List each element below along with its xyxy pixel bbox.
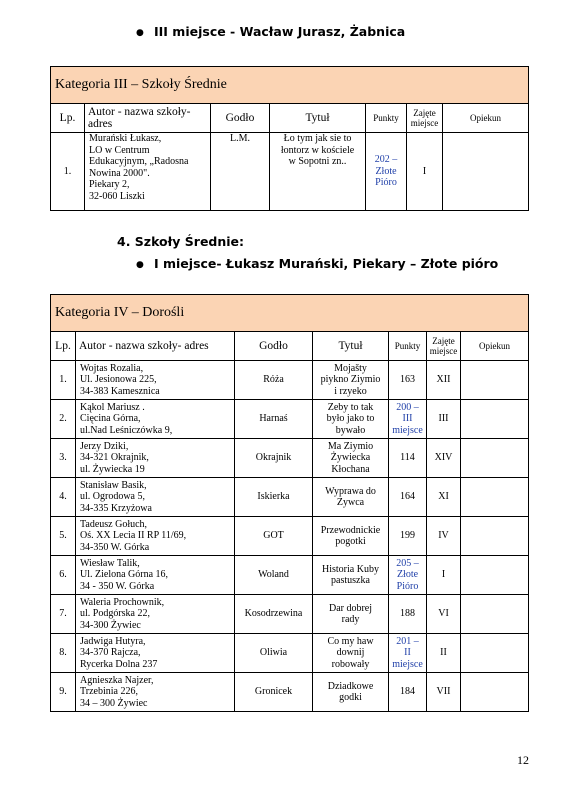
cell-tytul-line: piykno Ziymio bbox=[320, 374, 381, 386]
cell-lp: 2. bbox=[51, 400, 76, 439]
cell-tytul-line: Ło tym jak sie to bbox=[283, 133, 352, 144]
cell-godlo: Iskierka bbox=[235, 478, 313, 517]
header-punkty: Punkty bbox=[389, 332, 427, 361]
table-row bbox=[51, 400, 529, 439]
cell-tytul bbox=[313, 556, 389, 595]
cell-autor-line: Oś. XX Lecia II RP 11/69, bbox=[80, 530, 187, 542]
cell-zajete: I bbox=[407, 133, 443, 211]
top-bullet-text: III miejsce - Wacław Jurasz, Żabnica bbox=[154, 24, 406, 39]
cell-autor-line: Trzebinia 226, bbox=[80, 686, 138, 698]
cell-tytul-line: Zywca bbox=[336, 497, 365, 508]
cell-opiekun bbox=[461, 517, 529, 556]
cell-autor-line: Cięcina Górna, bbox=[80, 413, 141, 425]
cell-autor bbox=[76, 517, 235, 556]
cell-opiekun bbox=[461, 673, 529, 712]
cell-godlo: L.M. bbox=[211, 133, 270, 211]
cell-autor-line: Agnieszka Najzer, bbox=[80, 674, 154, 686]
cell-autor-line: Ul. Zielona Górna 16, bbox=[80, 569, 169, 581]
cell-lp: 8. bbox=[51, 634, 76, 673]
cell-autor-line: 32-060 Liszki bbox=[89, 190, 145, 202]
cell-tytul bbox=[313, 400, 389, 439]
cell-tytul-line: bywało bbox=[335, 424, 366, 436]
cell-opiekun bbox=[461, 556, 529, 595]
cell-tytul-line: pastuszka bbox=[331, 575, 370, 586]
cell-tytul bbox=[313, 517, 389, 556]
cell-autor-line: ul. Podgórska 22, bbox=[80, 608, 150, 620]
cell-punkty-line: 200 – bbox=[396, 401, 419, 413]
cell-opiekun bbox=[461, 478, 529, 517]
cell-lp: 3. bbox=[51, 439, 76, 478]
cell-zajete: XIV bbox=[427, 439, 461, 478]
cell-godlo: Oliwia bbox=[235, 634, 313, 673]
cell-punkty bbox=[389, 556, 427, 595]
cell-autor-line: Waleria Prochownik, bbox=[80, 596, 165, 608]
cell-lp: 1. bbox=[51, 361, 76, 400]
cell-tytul-line: i rzyeko bbox=[334, 385, 367, 397]
cell-tytul-line: Zeby to tak bbox=[327, 401, 374, 413]
header-autor: Autor - nazwa szkoły- adres bbox=[85, 104, 211, 133]
cell-autor bbox=[76, 361, 235, 400]
cell-godlo: Harnaś bbox=[235, 400, 313, 439]
bullet-icon: ● bbox=[136, 28, 144, 38]
cell-autor-line: LO w Centrum bbox=[89, 144, 150, 156]
cell-tytul-line: Dar dobrej bbox=[328, 602, 373, 614]
cell-autor-line: 34-370 Rajcza, bbox=[80, 647, 141, 659]
cell-tytul-line: Dziadkowe bbox=[327, 680, 374, 692]
cell-punkty-line: Pióro bbox=[396, 580, 419, 592]
page-number: 12 bbox=[517, 753, 529, 767]
cell-tytul bbox=[313, 478, 389, 517]
cell-autor-line: 34-321 Okrajnik, bbox=[80, 452, 149, 464]
category-4-title: Kategoria IV – Dorośli bbox=[51, 295, 529, 332]
header-zajete: Zajęte miejsce bbox=[407, 104, 443, 133]
header-opiekun: Opiekun bbox=[443, 104, 529, 133]
category-3-table bbox=[50, 66, 529, 211]
cell-punkty-line: II bbox=[404, 647, 411, 659]
cell-autor bbox=[76, 595, 235, 634]
cell-punkty-line: Pióro bbox=[375, 177, 397, 189]
cell-lp: 6. bbox=[51, 556, 76, 595]
top-bullet bbox=[136, 24, 405, 39]
cell-tytul-line: Kłochana bbox=[331, 463, 370, 475]
cell-punkty bbox=[389, 361, 427, 400]
cell-tytul bbox=[313, 634, 389, 673]
cell-autor bbox=[76, 478, 235, 517]
cell-autor bbox=[76, 439, 235, 478]
header-tytul: Tytuł bbox=[313, 332, 389, 361]
cell-lp: 9. bbox=[51, 673, 76, 712]
cell-punkty-line: 188 bbox=[400, 608, 415, 620]
cell-godlo: Róża bbox=[235, 361, 313, 400]
table-row bbox=[51, 133, 529, 211]
cell-tytul bbox=[270, 133, 366, 211]
cell-tytul-line: Żywiecka bbox=[330, 452, 371, 464]
cell-godlo: Gronicek bbox=[235, 673, 313, 712]
cell-tytul-line: godki bbox=[339, 692, 362, 703]
table-row bbox=[51, 361, 529, 400]
cell-tytul-line: Ma Ziymio bbox=[327, 440, 374, 452]
category-3-title: Kategoria III – Szkoły Średnie bbox=[51, 67, 529, 104]
cell-autor-line: Wojtas Rozalia, bbox=[80, 362, 144, 374]
cell-autor bbox=[76, 400, 235, 439]
cell-punkty-line: 199 bbox=[400, 530, 415, 542]
cell-punkty-line: Złote bbox=[375, 165, 397, 177]
cell-autor-line: ul. Ogrodowa 5, bbox=[80, 491, 145, 503]
cell-zajete: I bbox=[427, 556, 461, 595]
cell-tytul-line: robowały bbox=[331, 658, 370, 670]
cell-opiekun bbox=[461, 361, 529, 400]
cell-punkty-line: miejsce bbox=[392, 424, 423, 436]
cell-autor-line: Wiesław Talik, bbox=[80, 557, 140, 569]
table-row bbox=[51, 595, 529, 634]
cell-autor-line: Ul. Jesionowa 225, bbox=[80, 374, 157, 386]
cell-zajete: VII bbox=[427, 673, 461, 712]
cell-autor bbox=[76, 634, 235, 673]
cell-godlo: Woland bbox=[235, 556, 313, 595]
cell-zajete: XII bbox=[427, 361, 461, 400]
cell-tytul-line: Przewodnickie bbox=[320, 524, 381, 536]
cell-tytul bbox=[313, 595, 389, 634]
cell-punkty bbox=[389, 400, 427, 439]
cell-tytul-line: łontorz w kościele bbox=[280, 144, 355, 156]
cell-autor-line: 34-335 Krzyżowa bbox=[80, 502, 152, 514]
cell-punkty-line: 114 bbox=[400, 452, 415, 464]
cell-punkty-line: 164 bbox=[400, 491, 415, 503]
cell-tytul-line: Mojašty bbox=[334, 362, 367, 374]
bullet-4-text: I miejsce- Łukasz Murański, Piekary – Złote pióro bbox=[154, 256, 499, 271]
cell-autor-line: ul. Żywiecka 19 bbox=[80, 463, 145, 475]
table-row bbox=[51, 439, 529, 478]
cell-punkty bbox=[389, 634, 427, 673]
header-tytul: Tytuł bbox=[270, 104, 366, 133]
cell-autor-line: Kąkol Mariusz . bbox=[80, 401, 145, 413]
cell-autor bbox=[76, 556, 235, 595]
cell-autor-line: Jadwiga Hutyra, bbox=[80, 635, 146, 647]
cell-opiekun bbox=[461, 400, 529, 439]
cell-tytul bbox=[313, 439, 389, 478]
cell-punkty-line: III bbox=[402, 413, 413, 425]
cell-zajete: II bbox=[427, 634, 461, 673]
cell-tytul-line: Wyprawa do bbox=[325, 485, 376, 497]
cell-zajete: VI bbox=[427, 595, 461, 634]
cell-autor-line: Stanisław Basik, bbox=[80, 479, 147, 491]
cell-autor-line: 34 – 300 Żywiec bbox=[80, 697, 148, 709]
cell-autor-line: Murański Łukasz, bbox=[89, 133, 162, 144]
cell-tytul bbox=[313, 361, 389, 400]
cell-tytul-line: Co my haw bbox=[327, 635, 374, 647]
category-4-table bbox=[50, 294, 529, 712]
table-row bbox=[51, 556, 529, 595]
cell-autor-line: 34-300 Żywiec bbox=[80, 619, 141, 631]
table-row bbox=[51, 517, 529, 556]
header-godlo: Godło bbox=[211, 104, 270, 133]
cell-lp: 4. bbox=[51, 478, 76, 517]
cell-autor-line: 34 - 350 W. Górka bbox=[80, 580, 155, 592]
cell-autor-line: 34-350 W. Górka bbox=[80, 541, 150, 553]
header-autor: Autor - nazwa szkoły- adres bbox=[76, 332, 235, 361]
cell-punkty bbox=[389, 478, 427, 517]
header-zajete: Zajęte miejsce bbox=[427, 332, 461, 361]
cell-opiekun bbox=[461, 595, 529, 634]
cell-autor-line: Jerzy Dziki, bbox=[80, 440, 129, 452]
cell-tytul-line: downij bbox=[336, 647, 365, 659]
cell-punkty-line: 202 – bbox=[374, 154, 398, 166]
header-godlo: Godło bbox=[235, 332, 313, 361]
cell-punkty-line: miejsce bbox=[392, 658, 423, 670]
cell-autor-line: Piekary 2, bbox=[89, 179, 130, 190]
cell-punkty bbox=[389, 439, 427, 478]
cell-autor-line: Rycerka Dolna 237 bbox=[80, 658, 158, 670]
header-lp: Lp. bbox=[51, 104, 85, 133]
cell-punkty bbox=[389, 595, 427, 634]
cell-opiekun bbox=[443, 133, 529, 211]
cell-autor bbox=[85, 133, 211, 211]
cell-tytul-line: w Sopotni zn.. bbox=[288, 156, 347, 167]
cell-autor-line: Nowina 2000". bbox=[89, 167, 150, 179]
cell-punkty-line: 163 bbox=[400, 374, 415, 386]
cell-punkty bbox=[366, 133, 407, 211]
cell-autor-line: Tadeusz Gołuch, bbox=[80, 518, 148, 530]
header-lp: Lp. bbox=[51, 332, 76, 361]
cell-zajete: IV bbox=[427, 517, 461, 556]
cell-autor bbox=[76, 673, 235, 712]
header-opiekun: Opiekun bbox=[461, 332, 529, 361]
cell-godlo: Okrajnik bbox=[235, 439, 313, 478]
cell-lp: 5. bbox=[51, 517, 76, 556]
cell-punkty bbox=[389, 517, 427, 556]
cell-punkty-line: 201 – bbox=[396, 635, 419, 647]
cell-zajete: III bbox=[427, 400, 461, 439]
cell-opiekun bbox=[461, 634, 529, 673]
header-punkty: Punkty bbox=[366, 104, 407, 133]
cell-autor-line: Edukacyjnym, „Radosna bbox=[89, 156, 189, 167]
cell-tytul-line: pogotki bbox=[335, 536, 366, 547]
bullet-icon: ● bbox=[136, 260, 144, 270]
cell-opiekun bbox=[461, 439, 529, 478]
cell-lp: 7. bbox=[51, 595, 76, 634]
cell-tytul-line: Historia Kuby bbox=[322, 563, 379, 575]
cell-lp: 1. bbox=[51, 133, 85, 211]
cell-punkty-line: 205 – bbox=[396, 557, 419, 569]
section-heading-4: 4. Szkoły Średnie: bbox=[117, 234, 245, 249]
cell-godlo: Kosodrzewina bbox=[235, 595, 313, 634]
cell-autor-line: ul.Nad Leśniczówka 9, bbox=[80, 424, 173, 436]
cell-tytul-line: rady bbox=[341, 614, 360, 625]
cell-tytul-line: było jako to bbox=[326, 413, 375, 425]
table-row bbox=[51, 478, 529, 517]
cell-autor-line: 34-383 Kamesznica bbox=[80, 385, 160, 397]
cell-punkty-line: 184 bbox=[400, 686, 415, 698]
table-row bbox=[51, 673, 529, 712]
cell-punkty bbox=[389, 673, 427, 712]
cell-tytul bbox=[313, 673, 389, 712]
cell-punkty-line: Złote bbox=[396, 569, 419, 581]
cell-godlo: GOT bbox=[235, 517, 313, 556]
cell-zajete: XI bbox=[427, 478, 461, 517]
table-row bbox=[51, 634, 529, 673]
bullet-4 bbox=[136, 256, 498, 271]
